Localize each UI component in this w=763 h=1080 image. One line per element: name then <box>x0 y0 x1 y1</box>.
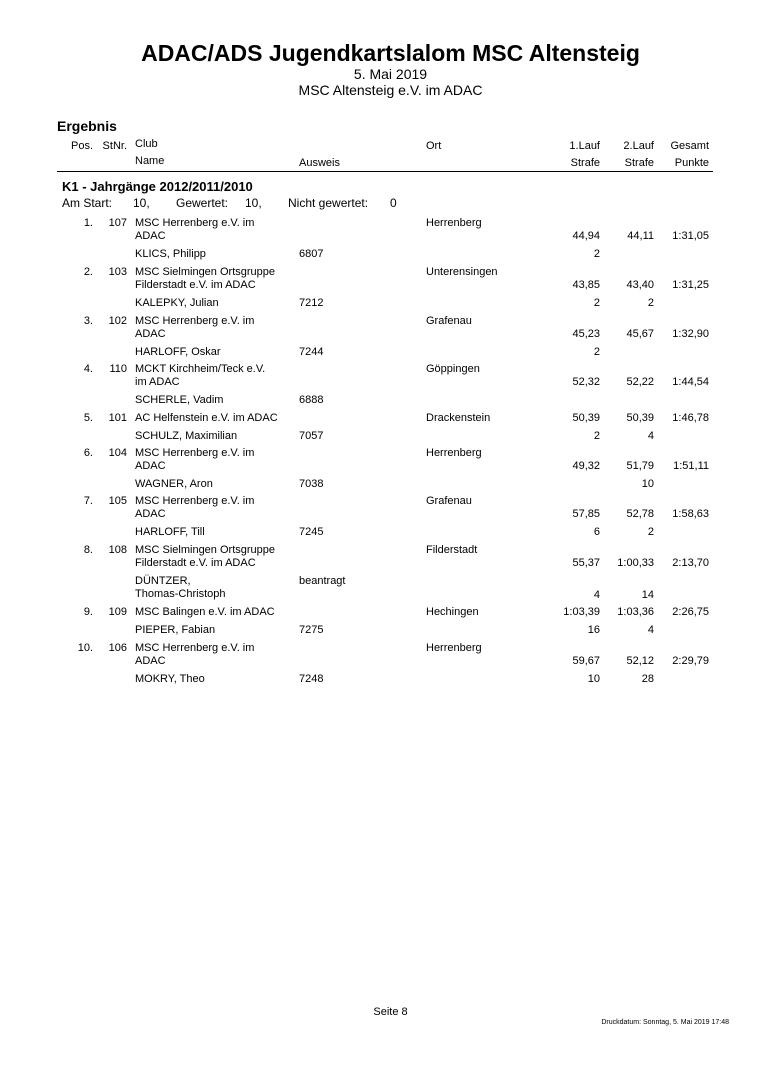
header-rule <box>57 171 713 172</box>
position-cell: 1. <box>83 217 93 229</box>
strafe1-cell: 6 <box>593 526 600 538</box>
ort-cell: Filderstadt <box>426 544 478 556</box>
lauf2-time-cell: 51,79 <box>626 460 654 472</box>
lauf2-time-cell: 52,12 <box>626 655 654 667</box>
lauf2-time-cell: 44,11 <box>627 230 654 242</box>
strafe2-cell: 4 <box>647 624 654 636</box>
start-number-cell: 109 <box>108 606 127 618</box>
club-cell-line2: ADAC <box>135 508 166 520</box>
club-cell: AC Helfenstein e.V. im ADAC <box>135 412 278 424</box>
start-number-cell: 105 <box>108 495 127 507</box>
start-number-cell: 106 <box>108 642 127 654</box>
strafe1-cell: 10 <box>587 673 600 685</box>
strafe2-cell: 2 <box>647 297 654 309</box>
col-lauf1: 1.Lauf <box>569 140 600 152</box>
license-cell: 7244 <box>299 346 324 358</box>
start-number-cell: 102 <box>108 315 127 327</box>
col-ort: Ort <box>426 140 442 152</box>
event-date: 5. Mai 2019 <box>353 66 428 82</box>
license-cell: 7057 <box>299 430 324 442</box>
position-cell: 9. <box>83 606 93 618</box>
club-cell: MSC Balingen e.V. im ADAC <box>135 606 275 618</box>
col-strafe2: Strafe <box>624 157 654 169</box>
total-time-cell: 1:46,78 <box>672 412 709 424</box>
driver-name-cell: DÜNTZER, <box>135 575 191 587</box>
lauf1-time-cell: 43,85 <box>572 279 600 291</box>
organizer: MSC Altensteig e.V. im ADAC <box>298 82 483 98</box>
license-cell: 6888 <box>299 394 324 406</box>
lauf2-time-cell: 52,22 <box>626 376 654 388</box>
club-cell: MCKT Kirchheim/Teck e.V. <box>135 363 266 375</box>
ort-cell: Herrenberg <box>426 642 482 654</box>
club-cell: MSC Sielmingen Ortsgruppe <box>135 544 276 556</box>
total-time-cell: 1:31,05 <box>672 230 709 242</box>
strafe2-cell: 10 <box>641 478 654 490</box>
lauf2-time-cell: 52,78 <box>626 508 654 520</box>
driver-name-cell: SCHERLE, Vadim <box>135 394 224 406</box>
col-ausweis: Ausweis <box>299 157 340 169</box>
position-cell: 7. <box>83 495 93 507</box>
strafe2-cell: 14 <box>641 589 654 601</box>
col-gesamt: Gesamt <box>670 140 709 152</box>
document-title: ADAC/ADS Jugendkartslalom MSC Altensteig <box>141 40 640 66</box>
club-cell-line2: ADAC <box>135 460 166 472</box>
driver-name-cell: HARLOFF, Oskar <box>135 346 221 358</box>
start-number-cell: 103 <box>108 266 127 278</box>
col-name: Name <box>135 155 165 167</box>
driver-name-cell: PIEPER, Fabian <box>135 624 216 636</box>
nicht-gewertet-label: Nicht gewertet: <box>288 196 369 210</box>
license-cell: 7248 <box>299 673 324 685</box>
lauf1-time-cell: 45,23 <box>572 328 600 340</box>
start-number-cell: 101 <box>108 412 127 424</box>
strafe1-cell: 2 <box>593 297 600 309</box>
club-cell-line2: Filderstadt e.V. im ADAC <box>135 557 256 569</box>
total-time-cell: 2:29,79 <box>672 655 709 667</box>
lauf2-time-cell: 1:00,33 <box>617 557 654 569</box>
club-cell-line2: ADAC <box>135 655 166 667</box>
license-cell: 7212 <box>299 297 324 309</box>
club-cell: MSC Herrenberg e.V. im <box>135 447 255 459</box>
col-pos: Pos. <box>70 140 93 152</box>
strafe2-cell: 2 <box>647 526 654 538</box>
start-number-cell: 110 <box>109 363 127 375</box>
driver-name-cell: WAGNER, Aron <box>135 478 213 490</box>
club-cell-line2: ADAC <box>135 230 166 242</box>
start-number-cell: 104 <box>108 447 127 459</box>
license-cell: 6807 <box>299 248 324 260</box>
ort-cell: Drackenstein <box>426 412 491 424</box>
lauf2-time-cell: 50,39 <box>626 412 654 424</box>
club-cell-line2: ADAC <box>135 328 166 340</box>
lauf1-time-cell: 1:03,39 <box>563 606 600 618</box>
col-strafe1: Strafe <box>570 157 600 169</box>
ort-cell: Herrenberg <box>426 447 482 459</box>
ort-cell: Herrenberg <box>426 217 482 229</box>
gewertet-label: Gewertet: <box>176 196 229 210</box>
lauf1-time-cell: 49,32 <box>572 460 600 472</box>
license-cell: beantragt <box>299 575 346 587</box>
ort-cell: Unterensingen <box>426 266 498 278</box>
club-cell: MSC Herrenberg e.V. im <box>135 217 255 229</box>
license-cell: 7275 <box>299 624 324 636</box>
ort-cell: Grafenau <box>426 315 472 327</box>
strafe1-cell: 2 <box>593 346 600 358</box>
driver-name-cell: KLICS, Philipp <box>135 248 206 260</box>
total-time-cell: 2:26,75 <box>672 606 709 618</box>
driver-name-cell: MOKRY, Theo <box>135 673 205 685</box>
position-cell: 4. <box>83 363 93 375</box>
ort-cell: Göppingen <box>426 363 480 375</box>
position-cell: 8. <box>83 544 93 556</box>
strafe2-cell: 4 <box>647 430 654 442</box>
col-lauf2: 2.Lauf <box>623 140 654 152</box>
print-date: Druckdatum: Sonntag, 5. Mai 2019 17:48 <box>601 1019 729 1026</box>
am-start-label: Am Start: <box>62 196 113 210</box>
position-cell: 6. <box>83 447 93 459</box>
section-title: Ergebnis <box>57 118 117 134</box>
start-number-cell: 107 <box>108 217 127 229</box>
strafe1-cell: 4 <box>593 589 600 601</box>
nicht-gewertet-value: 0 <box>390 196 397 210</box>
driver-name-cell-line2: Thomas-Christoph <box>135 588 226 600</box>
lauf1-time-cell: 50,39 <box>572 412 600 424</box>
club-cell: MSC Herrenberg e.V. im <box>135 642 255 654</box>
driver-name-cell: SCHULZ, Maximilian <box>135 430 238 442</box>
total-time-cell: 1:58,63 <box>672 508 709 520</box>
col-punkte: Punkte <box>674 157 709 169</box>
driver-name-cell: HARLOFF, Till <box>135 526 205 538</box>
position-cell: 10. <box>77 642 93 654</box>
strafe1-cell: 2 <box>593 248 600 260</box>
license-cell: 7245 <box>299 526 324 538</box>
ort-cell: Hechingen <box>426 606 479 618</box>
club-cell-line2: Filderstadt e.V. im ADAC <box>135 279 256 291</box>
page-number: Seite 8 <box>373 1006 408 1018</box>
club-cell: MSC Herrenberg e.V. im <box>135 495 255 507</box>
lauf2-time-cell: 45,67 <box>626 328 654 340</box>
club-cell: MSC Sielmingen Ortsgruppe <box>135 266 276 278</box>
strafe1-cell: 2 <box>593 430 600 442</box>
total-time-cell: 1:44,54 <box>672 376 709 388</box>
total-time-cell: 1:51,11 <box>673 460 709 472</box>
total-time-cell: 1:32,90 <box>672 328 709 340</box>
col-stnr: StNr. <box>102 140 127 152</box>
total-time-cell: 1:31,25 <box>672 279 709 291</box>
start-number-cell: 108 <box>108 544 127 556</box>
strafe2-cell: 28 <box>641 673 654 685</box>
gewertet-value: 10, <box>245 196 262 210</box>
am-start-value: 10, <box>133 196 150 210</box>
total-time-cell: 2:13,70 <box>672 557 709 569</box>
lauf1-time-cell: 55,37 <box>572 557 600 569</box>
class-title: K1 - Jahrgänge 2012/2011/2010 <box>62 179 253 194</box>
club-cell: MSC Herrenberg e.V. im <box>135 315 255 327</box>
lauf1-time-cell: 57,85 <box>572 508 600 520</box>
club-cell-line2: im ADAC <box>135 376 180 388</box>
strafe1-cell: 16 <box>587 624 600 636</box>
lauf2-time-cell: 43,40 <box>626 279 654 291</box>
position-cell: 5. <box>83 412 93 424</box>
lauf2-time-cell: 1:03,36 <box>617 606 654 618</box>
lauf1-time-cell: 52,32 <box>572 376 600 388</box>
license-cell: 7038 <box>299 478 324 490</box>
col-club: Club <box>135 138 158 150</box>
lauf1-time-cell: 59,67 <box>572 655 600 667</box>
lauf1-time-cell: 44,94 <box>572 230 600 242</box>
ort-cell: Grafenau <box>426 495 472 507</box>
position-cell: 2. <box>83 266 93 278</box>
driver-name-cell: KALEPKY, Julian <box>135 297 219 309</box>
position-cell: 3. <box>83 315 93 327</box>
